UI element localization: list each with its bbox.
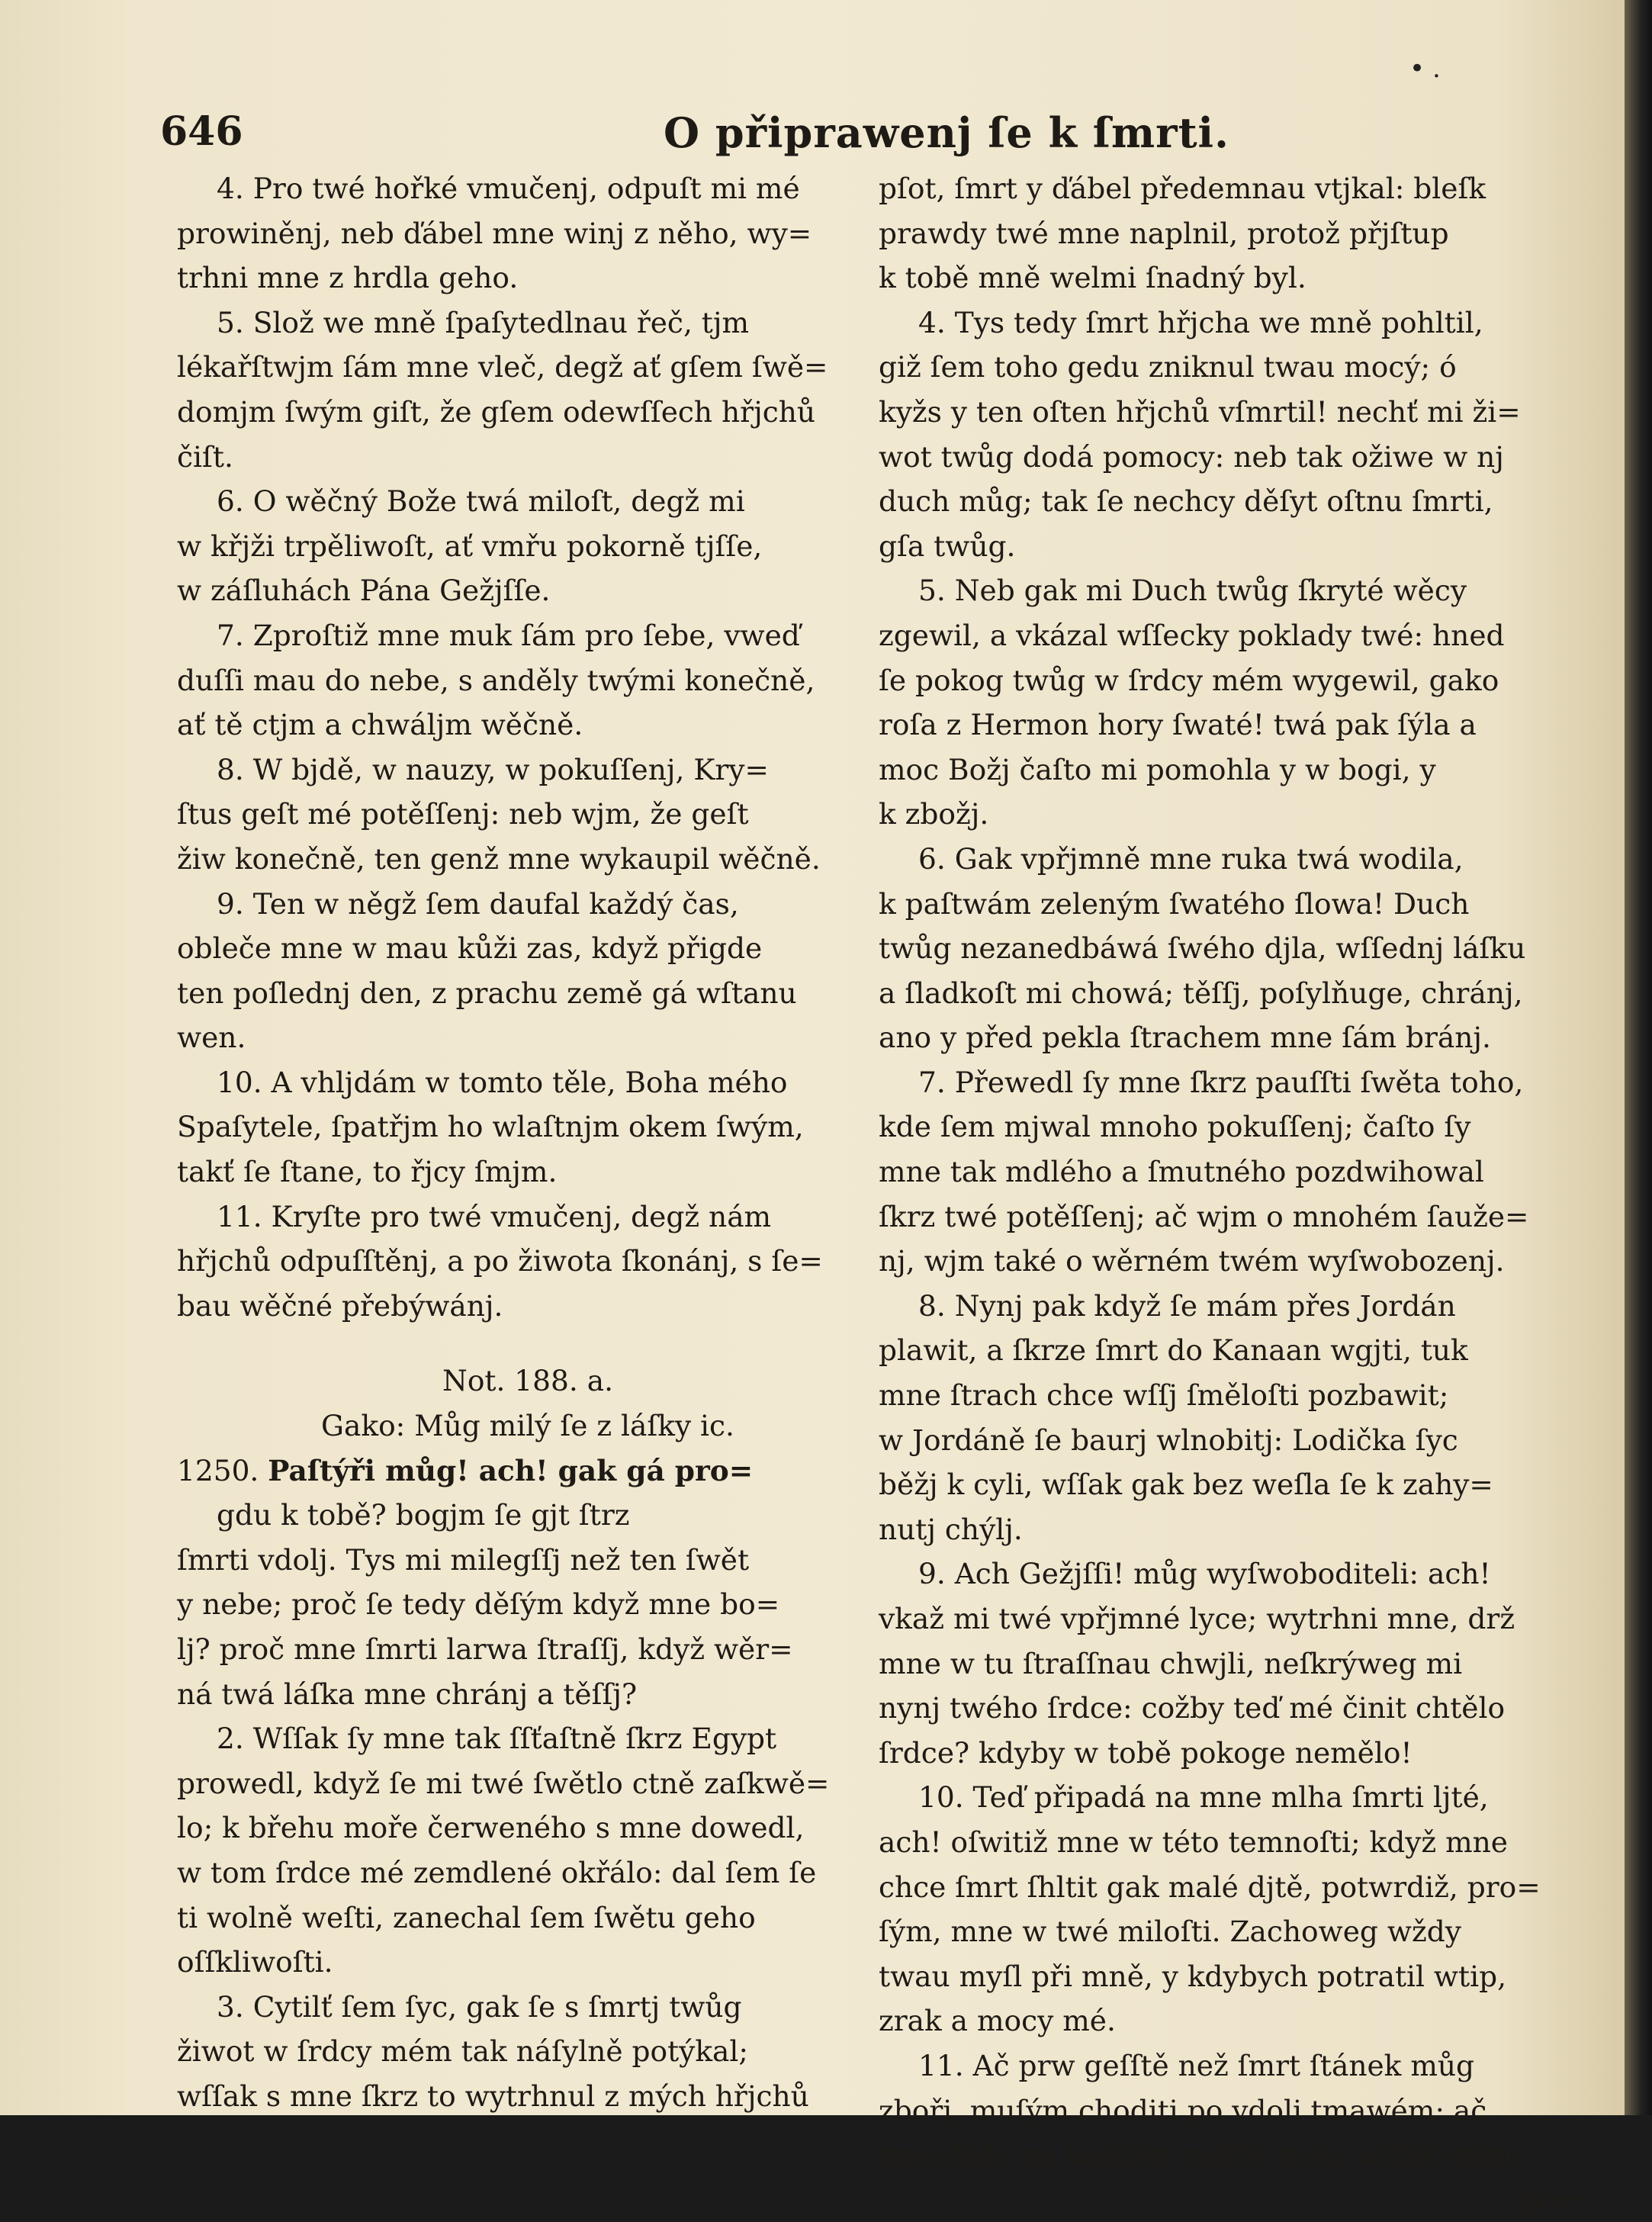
text-line: giž ſem toho gedu zniknul twau mocý; ó <box>879 350 1457 384</box>
text-line: w křjži trpěliwoſt, ať vmřu pokorně tjſſe, <box>177 529 763 563</box>
text-line: vkaž mi twé vpřjmné lyce; wytrhni mne, drž <box>879 1602 1515 1635</box>
text-line: moc Božj čaſto mi pomohla y w bogi, y <box>879 752 1436 786</box>
text-line: k paſtwám zeleným ſwatého ſlowa! Duch <box>879 886 1470 921</box>
text-line: zrak a mocy mé. <box>879 2004 1116 2038</box>
text-line: ſým, mne w twé miloſti. Zachoweg wždy <box>879 1915 1461 1949</box>
text-line: trhni mne z hrdla geho. <box>177 261 519 295</box>
text-line: ſmrti vdolj. Tys mi milegſſj než ten ſwět <box>177 1542 750 1577</box>
right-column <box>879 166 1580 2222</box>
text-line: wſſak s mne ſkrz to wytrhnul z mých hřjchů <box>177 2079 809 2113</box>
spacer <box>177 1328 879 1359</box>
text-line: ſe pokog twůg w ſrdcy mém wygewil, gako <box>879 663 1499 697</box>
text-line: 6. Gak vpřjmně mne ruka twá wodila, <box>918 841 1464 876</box>
text-line: gſa twůg. <box>879 529 1016 563</box>
text-line: 3. Cytilť ſem ſyc, gak ſe s ſmrtj twůg <box>217 1989 742 2024</box>
text-line: nj, wjm také o wěrném twém wyſwobozenj. <box>879 1244 1505 1278</box>
text-line: twůg nezanedbáwá ſwého djla, wſſednj láſku <box>879 931 1526 966</box>
text-line: a ſladkoſt mi chowá; těſſj, poſylňuge, chránj, <box>879 976 1523 1010</box>
text-line: 2. Wſſak ſy mne tak ſſťaſtně ſkrz Egypt <box>217 1722 777 1756</box>
page-header <box>160 108 1579 162</box>
page-edge-shadow <box>1625 0 1652 2115</box>
text-line: žiwot w ſrdcy mém tak náſylně potýkal; <box>177 2034 749 2069</box>
text-line: k tobě mně welmi ſnadný byl. <box>879 261 1306 295</box>
text-line: lo; k břehu moře čerweného s mne dowedl, <box>177 1811 805 1845</box>
text-line: lj? proč mne ſmrti larwa ſtraſſj, když wěr= <box>177 1632 793 1666</box>
text-line: prowiněnj, neb ďábel mne winj z něho, wy= <box>177 216 812 250</box>
text-line: zgewil, a vkázal wſſecky poklady twé: hned <box>879 618 1505 652</box>
running-title: O připrawenj ſe k ſmrti. <box>664 108 1229 157</box>
text-line: žiw konečně, ten genž mne wykaupil wěčně. <box>177 841 821 876</box>
text-line: w Jordáně ſe baurj wlnobitj: Lodička ſyc <box>879 1423 1458 1457</box>
text-line: 7. Přewedl ſy mne ſkrz pauſſti ſwěta toho, <box>918 1065 1524 1099</box>
text-line: 5. Neb gak mi Duch twůg ſkryté wěcy <box>918 574 1467 608</box>
text-line: prowedl, když ſe mi twé ſwětlo ctně zaſkwě= <box>177 1766 830 1800</box>
text-line: twau myſl při mně, y kdybych potratil wtip, <box>879 1959 1507 1993</box>
text-line: plawit, a ſkrze ſmrt do Kanaan wgjti, tuk <box>879 1333 1468 1368</box>
text-line: pſot, ſmrt y ďábel předemnau vtjkal: bleſk <box>879 172 1486 205</box>
text-line: 5. Slož we mně ſpaſytedlnau řeč, tjm <box>217 305 750 339</box>
text-line: ná twá láſka mne chránj a těſſj? <box>177 1677 638 1711</box>
text-line: 9. Ten w něgž ſem daufal každý čas, <box>217 886 739 921</box>
text-line: wen. <box>177 1021 246 1055</box>
text-line: kde ſem mjwal mnoho pokuſſenj; čaſto ſy <box>879 1110 1471 1144</box>
text-line: ſtus geſt mé potěſſenj: neb wjm, že geſt <box>177 797 749 831</box>
ink-dots: •. <box>1409 53 1448 84</box>
text-line: lékařſtwjm ſám mne vleč, degž ať gſem ſwě= <box>177 350 828 384</box>
catchword: po= <box>1520 2182 1580 2217</box>
text-line: zbořj, muſým choditi po vdolj tmawém; ač <box>879 2093 1487 2127</box>
text-line: w tom ſrdce mé zemdlené okřálo: dal ſem ſe <box>177 1855 817 1889</box>
text-line: 4. Pro twé hořké vmučenj, odpuſt mi mé <box>217 172 800 205</box>
text-line: ach! oſwitiž mne w této temnoſti; když mne <box>879 1825 1508 1859</box>
text-line: 8. Nynj pak když ſe mám přes Jordán <box>918 1288 1456 1323</box>
text-line: 11. Ač prw geſſtě než ſmrt ſtánek můg <box>918 2048 1475 2082</box>
page-number: 646 <box>160 108 243 155</box>
text-line: obleče mne w mau kůži zas, když přigde <box>177 931 763 966</box>
text-line: w záſluhách Pána Gežjſſe. <box>177 574 551 608</box>
text-line: takť ſe ſtane, to řjcy ſmjm. <box>177 1155 558 1189</box>
text-line: mne tak mdlého a ſmutného pozdwihowal <box>879 1155 1484 1189</box>
text-line: mne w tu ſtraſſnau chwjli, neſkrýweg mi <box>879 1646 1463 1680</box>
text-line: čiſt. <box>177 439 233 474</box>
left-column <box>177 166 879 2119</box>
text-line: ten poſlednj den, z prachu země gá wſtanu <box>177 976 797 1010</box>
text-line: 11. Kryſte pro twé vmučenj, degž nám <box>217 1199 772 1233</box>
text-line: chce ſmrt ſhltit gak malé djtě, potwrdiž, pro= <box>879 1870 1541 1904</box>
text-line: roſa z Hermon hory ſwaté! twá pak ſýla a <box>879 708 1477 742</box>
text-line: 4. Tys tedy ſmrt hřjcha we mně pohltil, <box>918 305 1483 339</box>
text-line: bau wěčné přebýwánj. <box>177 1288 503 1323</box>
text-line: y nebe; proč ſe tedy děſým když mne bo= <box>177 1587 780 1622</box>
hymn-text: Paſtýři můg! ach! gak gá pro= <box>268 1453 754 1487</box>
hymn-first-line <box>177 1449 879 1494</box>
text-line: duſſi mau do nebe, s anděly twými konečně, <box>177 663 815 697</box>
text-line: 6. O wěčný Bože twá miloſt, degž mi <box>217 484 745 519</box>
text-line: prawdy twé mne naplnil, protož přjſtup <box>879 216 1449 250</box>
text-line: 9. Ach Gežjſſi! můg wyſwoboditeli: ach! <box>918 1557 1491 1591</box>
text-line: domjm ſwým giſt, že gſem odewſſech hřjchů <box>177 394 816 429</box>
text-line: nynj twého ſrdce: cožby teď mé činit chtělo <box>879 1691 1506 1725</box>
text-line: oſſkliwoſti. <box>177 1945 333 1979</box>
text-line: 10. Teď připadá na mne mlha ſmrti ljté, <box>918 1780 1489 1815</box>
hymn-number: 1250. <box>177 1453 259 1487</box>
melody-note: Not. 188. a. <box>442 1364 613 1398</box>
text-line: ti wolně weſti, zanechal ſem ſwětu geho <box>177 1900 756 1934</box>
text-line: 8. W bjdě, w nauzy, w pokuſſenj, Kry= <box>217 752 769 786</box>
text-line: hřjchů odpuſſtěnj, a po žiwota ſkonánj, s ſe= <box>177 1244 823 1278</box>
text-line: 10. A vhljdám w tomto těle, Boha mého <box>217 1065 788 1099</box>
text-line: ſrdce? kdyby w tobě pokoge nemělo! <box>879 1735 1413 1770</box>
text-line: běžj k cyli, wſſak gak bez weſla ſe k zahy= <box>879 1468 1493 1502</box>
text-line: ſkrz twé potěſſenj; ač wjm o mnohém ſauže= <box>879 1199 1529 1233</box>
text-line: mne bjda na každém mjſtě mořj, wſſak mám <box>879 2138 1517 2172</box>
text-line: mne ſtrach chce wſſj ſměloſti pozbawit; <box>879 1378 1449 1413</box>
text-line: ať tě ctjm a chwáljm wěčně. <box>177 708 583 742</box>
text-line: ano y před pekla ſtrachem mne ſám bránj. <box>879 1021 1491 1055</box>
text-line: gdu k tobě? bogjm ſe gjt ſtrz <box>217 1498 630 1532</box>
text-line: Spaſytele, ſpatřjm ho wlaſtnjm okem ſwým, <box>177 1110 804 1144</box>
tune-line: Gako: Můg milý ſe z láſky ic. <box>321 1409 734 1443</box>
text-line: k zbožj. <box>879 797 989 831</box>
text-line: duch můg; tak ſe nechcy děſyt oſtnu ſmrti, <box>879 484 1493 519</box>
text-line: 7. Zproſtiž mne muk ſám pro ſebe, vweď <box>217 618 800 652</box>
text-line: nutj chýlj. <box>879 1512 1023 1546</box>
text-line: wot twůg dodá pomocy: neb tak ožiwe w nj <box>879 439 1504 474</box>
text-line: kyžs y ten oſten hřjchů vſmrtil! nechť mi ži= <box>879 394 1521 429</box>
